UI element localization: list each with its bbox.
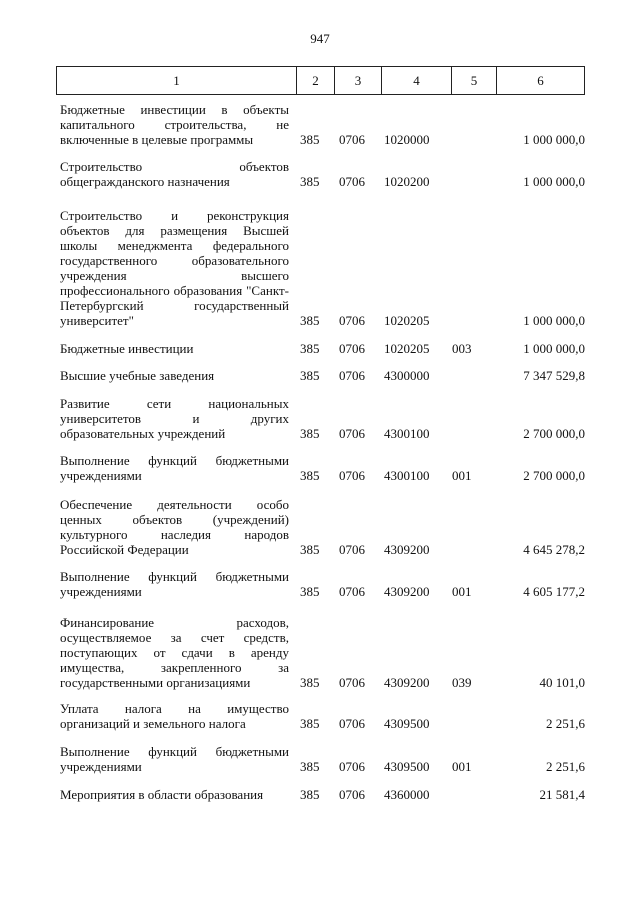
row-section-code: 0706 xyxy=(339,716,365,731)
row-target-code: 4309500 xyxy=(384,716,430,731)
row-type-code: 039 xyxy=(452,675,472,690)
row-admin-code: 385 xyxy=(300,341,320,356)
column-header-1: 1 xyxy=(57,67,297,94)
column-header-5: 5 xyxy=(452,67,497,94)
row-amount: 2 251,6 xyxy=(546,716,585,731)
row-amount: 40 101,0 xyxy=(539,675,585,690)
row-type-code: 003 xyxy=(452,341,472,356)
row-amount: 1 000 000,0 xyxy=(523,174,585,189)
row-target-code: 4300000 xyxy=(384,368,430,383)
row-target-code: 4309500 xyxy=(384,759,430,774)
row-target-code: 1020000 xyxy=(384,132,430,147)
row-admin-code: 385 xyxy=(300,426,320,441)
row-target-code: 1020200 xyxy=(384,174,430,189)
row-admin-code: 385 xyxy=(300,584,320,599)
row-name: Бюджетные инвестиции xyxy=(60,341,194,356)
row-amount: 1 000 000,0 xyxy=(523,341,585,356)
row-target-code: 4300100 xyxy=(384,426,430,441)
row-amount: 1 000 000,0 xyxy=(523,132,585,147)
row-section-code: 0706 xyxy=(339,759,365,774)
row-target-code: 1020205 xyxy=(384,313,430,328)
row-name: Строительство и реконструкция объектов для размещения Высшей школы менеджмента федерального государственного образовательного учреждения высшего профессионального образования "Санкт-Петербургский государственный университет" xyxy=(60,208,289,328)
row-name: Выполнение функций бюджетными учреждениями xyxy=(60,744,289,774)
row-section-code: 0706 xyxy=(339,675,365,690)
column-header-4: 4 xyxy=(382,67,452,94)
row-amount: 21 581,4 xyxy=(539,787,585,802)
row-amount: 2 700 000,0 xyxy=(523,426,585,441)
row-admin-code: 385 xyxy=(300,368,320,383)
row-amount: 1 000 000,0 xyxy=(523,313,585,328)
row-section-code: 0706 xyxy=(339,132,365,147)
row-admin-code: 385 xyxy=(300,174,320,189)
row-target-code: 4300100 xyxy=(384,468,430,483)
row-target-code: 4360000 xyxy=(384,787,430,802)
column-header-6: 6 xyxy=(537,72,544,88)
row-section-code: 0706 xyxy=(339,313,365,328)
row-type-code: 001 xyxy=(452,468,472,483)
row-type-code: 001 xyxy=(452,584,472,599)
row-amount: 2 251,6 xyxy=(546,759,585,774)
row-name: Выполнение функций бюджетными учреждениями xyxy=(60,453,289,483)
row-type-code: 001 xyxy=(452,759,472,774)
row-target-code: 4309200 xyxy=(384,542,430,557)
row-section-code: 0706 xyxy=(339,426,365,441)
row-section-code: 0706 xyxy=(339,468,365,483)
row-admin-code: 385 xyxy=(300,542,320,557)
row-admin-code: 385 xyxy=(300,716,320,731)
row-target-code: 4309200 xyxy=(384,584,430,599)
row-target-code: 4309200 xyxy=(384,675,430,690)
table-column-header xyxy=(56,66,585,95)
row-target-code: 1020205 xyxy=(384,341,430,356)
row-admin-code: 385 xyxy=(300,468,320,483)
row-admin-code: 385 xyxy=(300,787,320,802)
column-header-2: 2 xyxy=(297,67,335,94)
column-header-3: 3 xyxy=(335,67,382,94)
row-section-code: 0706 xyxy=(339,341,365,356)
row-section-code: 0706 xyxy=(339,174,365,189)
row-amount: 7 347 529,8 xyxy=(523,368,585,383)
row-name: Строительство объектов общегражданского назначения xyxy=(60,159,289,189)
row-amount: 2 700 000,0 xyxy=(523,468,585,483)
row-admin-code: 385 xyxy=(300,675,320,690)
row-section-code: 0706 xyxy=(339,542,365,557)
row-name: Бюджетные инвестиции в объекты капитального строительства, не включенные в целевые программы xyxy=(60,102,289,147)
row-admin-code: 385 xyxy=(300,759,320,774)
row-admin-code: 385 xyxy=(300,132,320,147)
row-name: Высшие учебные заведения xyxy=(60,368,215,383)
row-section-code: 0706 xyxy=(339,787,365,802)
row-section-code: 0706 xyxy=(339,584,365,599)
row-name: Финансирование расходов, осуществляемое за счет средств, поступающих от сдачи в аренду имущества, закрепленного за государственными организациями xyxy=(60,615,289,690)
page-number: 947 xyxy=(310,31,330,46)
row-name: Выполнение функций бюджетными учреждениями xyxy=(60,569,289,599)
row-section-code: 0706 xyxy=(339,368,365,383)
row-name: Обеспечение деятельности особо ценных объектов (учреждений) культурного наследия народов Российской Федерации xyxy=(60,497,289,557)
row-amount: 4 605 177,2 xyxy=(523,584,585,599)
row-name: Развитие сети национальных университетов и других образовательных учреждений xyxy=(60,396,289,441)
row-name: Мероприятия в области образования xyxy=(60,787,264,802)
row-name: Уплата налога на имущество организаций и земельного налога xyxy=(60,701,289,731)
row-amount: 4 645 278,2 xyxy=(523,542,585,557)
row-admin-code: 385 xyxy=(300,313,320,328)
